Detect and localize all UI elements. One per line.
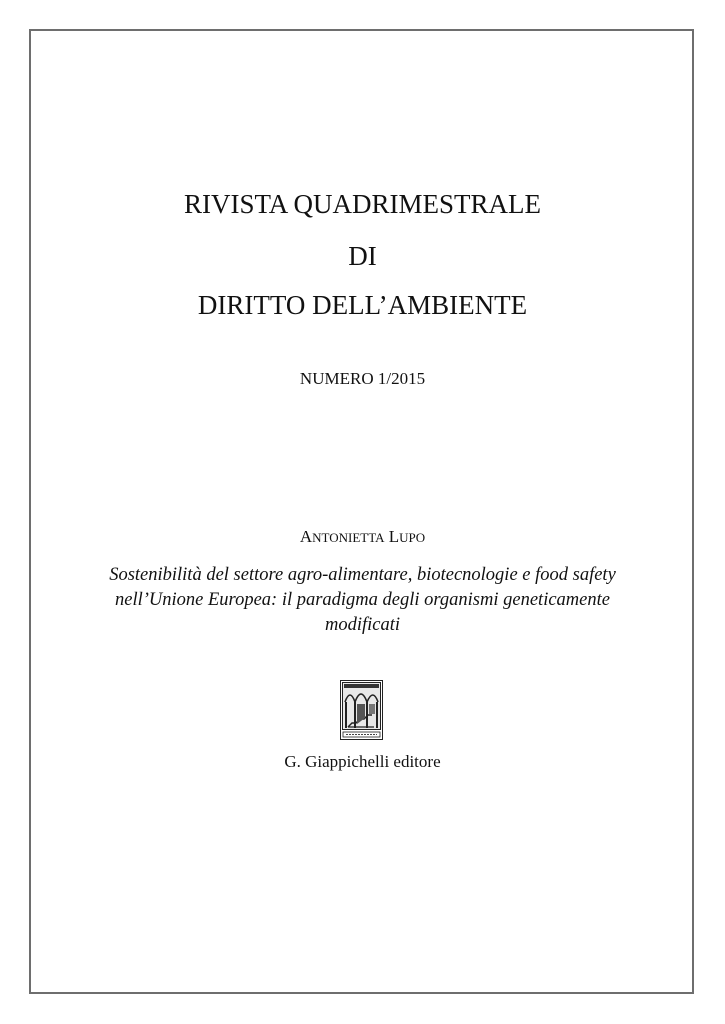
issue-number: NUMERO 1/2015 xyxy=(299,369,426,388)
author-last-rest: UPO xyxy=(399,530,426,545)
author-last-initial: L xyxy=(388,527,400,546)
article-title: Sostenibilità del settore agro-alimentare, biotecnologie e food safety nell’Unione Europea: il paradigma degli organismi geneticamente modificati xyxy=(109,565,616,635)
author-first-initial: A xyxy=(299,527,313,546)
author-first-rest: NTONIETTA xyxy=(312,530,385,545)
journal-title-line-1: RIVISTA QUADRIMESTRALE xyxy=(183,189,542,219)
journal-title-line-2: DI xyxy=(348,241,377,271)
publisher-name: G. Giappichelli editore xyxy=(284,752,441,771)
publisher-logo-icon xyxy=(340,680,383,740)
author-name xyxy=(0,527,725,547)
journal-title-line-3: DIRITTO DELL’AMBIENTE xyxy=(197,290,528,320)
page-border xyxy=(29,29,694,994)
